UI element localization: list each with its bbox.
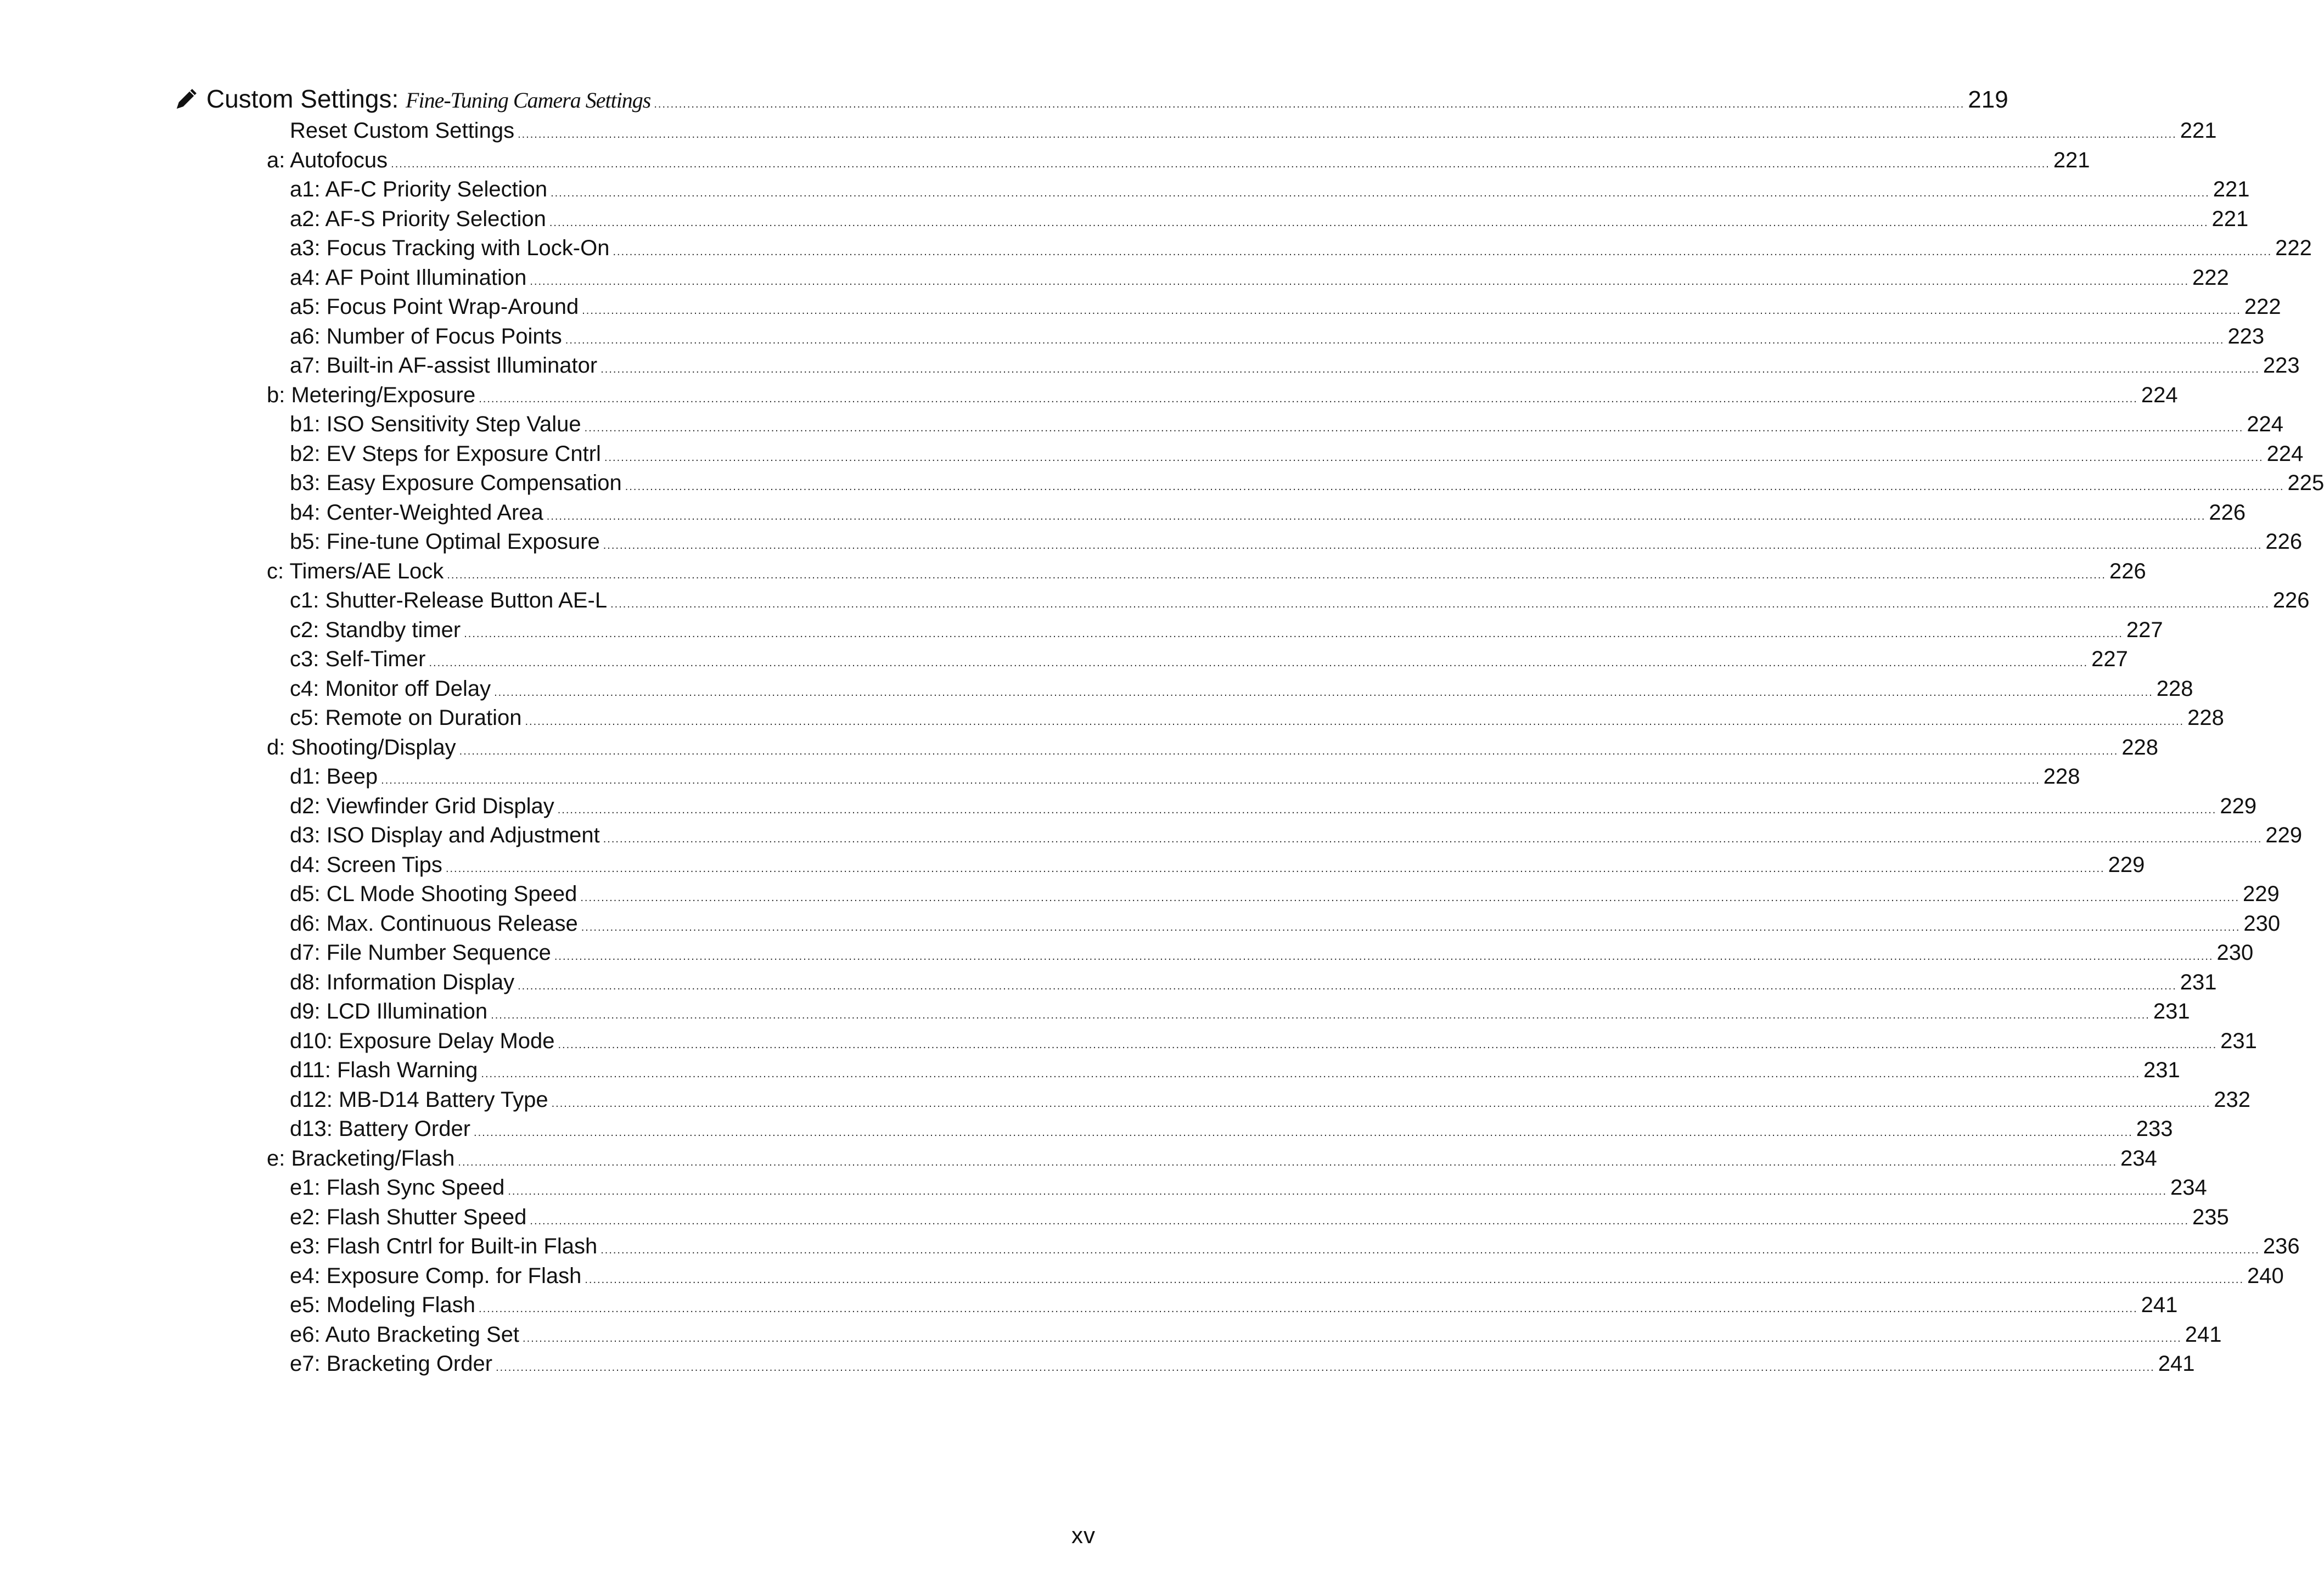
- dot-leader: ................................................................................................................................................................................................................................................................................................................................................................................................................: [474, 1127, 2133, 1139]
- toc-entry[interactable]: [290, 176, 2250, 202]
- toc-entry-page-number: 221: [2180, 119, 2217, 143]
- toc-entry-label: c4: Monitor off Delay: [290, 677, 491, 701]
- toc-entry-label: b2: EV Steps for Exposure Cntrl: [290, 442, 601, 466]
- toc-entry[interactable]: [290, 1263, 2284, 1289]
- toc-entry-label: a1: AF-C Priority Selection: [290, 177, 548, 201]
- toc-entry-label: a3: Focus Tracking with Lock-On: [290, 236, 610, 260]
- toc-entry-label: e3: Flash Cntrl for Built-in Flash: [290, 1234, 598, 1258]
- dot-leader: ................................................................................................................................................................................................................................................................................................................................................................................................................: [603, 833, 2263, 845]
- toc-entry[interactable]: [290, 1028, 2257, 1054]
- toc-entry-label: d11: Flash Warning: [290, 1058, 478, 1082]
- toc-entry[interactable]: [290, 206, 2249, 232]
- toc-entry-label: a5: Focus Point Wrap-Around: [290, 295, 579, 319]
- toc-entry-page-number: 223: [2227, 324, 2265, 348]
- dot-leader: ................................................................................................................................................................................................................................................................................................................................................................................................................: [551, 1098, 2211, 1110]
- dot-leader: ................................................................................................................................................................................................................................................................................................................................................................................................................: [530, 1215, 2190, 1227]
- toc-entry-page-number: 231: [2220, 1029, 2257, 1053]
- toc-entry[interactable]: [290, 852, 2145, 878]
- toc-entry-page-number: 231: [2153, 999, 2190, 1023]
- toc-entry[interactable]: [290, 1292, 2178, 1318]
- toc-entry-page-number: 226: [2209, 500, 2246, 525]
- toc-entry-page-number: 227: [2126, 618, 2163, 642]
- toc-entry-page-number: 241: [2185, 1323, 2222, 1347]
- toc-entry-page-number: 232: [2214, 1088, 2251, 1112]
- toc-entry-label: e1: Flash Sync Speed: [290, 1175, 505, 1200]
- dot-leader: ................................................................................................................................................................................................................................................................................................................................................................................................................: [600, 1244, 2260, 1256]
- toc-entry-page-number: 224: [2141, 383, 2178, 407]
- toc-entry-label: e2: Flash Shutter Speed: [290, 1205, 527, 1229]
- dot-leader: ................................................................................................................................................................................................................................................................................................................................................................................................................: [613, 246, 2272, 258]
- dot-leader: ................................................................................................................................................................................................................................................................................................................................................................................................................: [518, 128, 2177, 140]
- dot-leader: ................................................................................................................................................................................................................................................................................................................................................................................................................: [580, 892, 2239, 904]
- toc-entry-page-number: 229: [2108, 853, 2145, 877]
- dot-leader: ............................................................................................................................................................................................................................................................................................................................: [654, 98, 1965, 110]
- chapter-page-number: 219: [1968, 86, 2008, 113]
- toc-entry-label: d13: Battery Order: [290, 1117, 471, 1141]
- dot-leader: ................................................................................................................................................................................................................................................................................................................................................................................................................: [584, 422, 2244, 434]
- toc-entry-page-number: 228: [2043, 764, 2080, 789]
- dot-leader: ................................................................................................................................................................................................................................................................................................................................................................................................................: [491, 1009, 2150, 1021]
- toc-entry-page-number: 228: [2187, 706, 2224, 730]
- toc-entry[interactable]: [290, 998, 2190, 1025]
- dot-leader: ................................................................................................................................................................................................................................................................................................................................................................................................................: [464, 628, 2123, 640]
- toc-entry-page-number: 221: [2211, 207, 2249, 231]
- toc-entry-label: d2: Viewfinder Grid Display: [290, 794, 554, 818]
- toc-entry-page-number: 229: [2265, 823, 2303, 847]
- toc-entry[interactable]: [290, 1174, 2207, 1201]
- toc-entry[interactable]: [290, 411, 2284, 437]
- toc-entry[interactable]: [290, 235, 2312, 261]
- dot-leader: ................................................................................................................................................................................................................................................................................................................................................................................................................: [445, 863, 2105, 875]
- toc-entry-page-number: 241: [2141, 1293, 2178, 1317]
- toc-entry[interactable]: [290, 1087, 2251, 1113]
- toc-entry-label: a: Autofocus: [267, 148, 388, 172]
- toc-entry-page-number: 225: [2287, 471, 2324, 495]
- toc-entry-page-number: 230: [2243, 912, 2281, 936]
- toc-entry-page-number: 236: [2263, 1234, 2300, 1258]
- toc-entry-label: d4: Screen Tips: [290, 853, 442, 877]
- toc-section-entry[interactable]: [267, 147, 2090, 173]
- toc-entry[interactable]: [290, 676, 2193, 702]
- toc-entry-page-number: 231: [2180, 970, 2217, 994]
- toc-entry-label: c2: Standby timer: [290, 618, 461, 642]
- toc-entry-label: c5: Remote on Duration: [290, 706, 522, 730]
- toc-entry-page-number: 234: [2120, 1146, 2157, 1171]
- toc-entry-page-number: 241: [2158, 1352, 2195, 1376]
- toc-entry-page-number: 228: [2156, 677, 2193, 701]
- toc-entry[interactable]: [290, 117, 2217, 144]
- toc-entry-page-number: 222: [2275, 236, 2312, 260]
- toc-entry-page-number: 226: [2109, 559, 2146, 583]
- dot-leader: ................................................................................................................................................................................................................................................................................................................................................................................................................: [496, 1362, 2155, 1374]
- dot-leader: ................................................................................................................................................................................................................................................................................................................................................................................................................: [558, 1039, 2218, 1051]
- chapter-subtitle: Fine-Tuning Camera Settings: [406, 88, 651, 112]
- toc-entry[interactable]: [290, 763, 2080, 790]
- toc-section-entry[interactable]: [267, 382, 2178, 408]
- toc-entry[interactable]: [290, 1233, 2300, 1259]
- toc-entry[interactable]: [290, 1351, 2195, 1377]
- dot-leader: ................................................................................................................................................................................................................................................................................................................................................................................................................: [523, 1332, 2182, 1345]
- dot-leader: ................................................................................................................................................................................................................................................................................................................................................................................................................: [604, 452, 2264, 464]
- dot-leader: ................................................................................................................................................................................................................................................................................................................................................................................................................: [479, 393, 2138, 405]
- dot-leader: ................................................................................................................................................................................................................................................................................................................................................................................................................: [600, 363, 2260, 375]
- toc-entry-label: d: Shooting/Display: [267, 735, 456, 760]
- dot-leader: ................................................................................................................................................................................................................................................................................................................................................................................................................: [458, 1156, 2118, 1168]
- toc-entry-label: d7: File Number Sequence: [290, 941, 551, 965]
- toc-entry-label: c3: Self-Timer: [290, 647, 426, 671]
- toc-entry[interactable]: [290, 352, 2300, 379]
- toc-entry-page-number: 230: [2216, 941, 2254, 965]
- toc-entry-label: b4: Center-Weighted Area: [290, 500, 543, 525]
- dot-leader: ................................................................................................................................................................................................................................................................................................................................................................................................................: [494, 687, 2153, 699]
- toc-entry-label: e5: Modeling Flash: [290, 1293, 475, 1317]
- toc-entry-page-number: 233: [2136, 1117, 2173, 1141]
- dot-leader: ................................................................................................................................................................................................................................................................................................................................................................................................................: [546, 510, 2206, 522]
- dot-leader: ................................................................................................................................................................................................................................................................................................................................................................................................................: [481, 1068, 2141, 1080]
- dot-leader: ................................................................................................................................................................................................................................................................................................................................................................................................................: [603, 539, 2263, 552]
- toc-entry[interactable]: [290, 617, 2163, 643]
- toc-entry-label: d5: CL Mode Shooting Speed: [290, 882, 577, 906]
- toc-entry-page-number: 229: [2243, 882, 2280, 906]
- toc-entry-label: d8: Information Display: [290, 970, 515, 994]
- toc-entry[interactable]: [290, 441, 2304, 467]
- dot-leader: ................................................................................................................................................................................................................................................................................................................................................................................................................: [565, 334, 2225, 346]
- toc-entry-page-number: 224: [2247, 412, 2284, 436]
- toc-entry[interactable]: [290, 1057, 2180, 1083]
- toc-entry[interactable]: [290, 646, 2128, 672]
- toc-entry-label: e7: Bracketing Order: [290, 1352, 493, 1376]
- toc-entry-label: a6: Number of Focus Points: [290, 324, 562, 348]
- dot-leader: ................................................................................................................................................................................................................................................................................................................................................................................................................: [585, 1274, 2244, 1286]
- toc-entry-label: a4: AF Point Illumination: [290, 266, 527, 290]
- toc-entry[interactable]: [290, 470, 2324, 496]
- toc-entry[interactable]: [290, 323, 2265, 350]
- toc-entry-page-number: 240: [2247, 1264, 2284, 1288]
- toc-section-entry[interactable]: [267, 734, 2159, 761]
- toc-entry-label: b1: ISO Sensitivity Step Value: [290, 412, 581, 436]
- toc-entry[interactable]: [290, 705, 2224, 731]
- toc-entry-page-number: 222: [2192, 266, 2229, 290]
- toc-entry-label: d9: LCD Illumination: [290, 999, 488, 1023]
- toc-entry-page-number: 227: [2091, 647, 2128, 671]
- dot-leader: ................................................................................................................................................................................................................................................................................................................................................................................................................: [557, 804, 2217, 816]
- dot-leader: ................................................................................................................................................................................................................................................................................................................................................................................................................: [554, 950, 2214, 963]
- chapter-title: [206, 83, 650, 116]
- toc-entry-label: a2: AF-S Priority Selection: [290, 207, 546, 231]
- dot-leader: ................................................................................................................................................................................................................................................................................................................................................................................................................: [508, 1185, 2168, 1197]
- toc-entry-label: a7: Built-in AF-assist Illuminator: [290, 353, 598, 378]
- toc-section-entry[interactable]: [267, 558, 2146, 584]
- toc-entry-page-number: 228: [2121, 735, 2159, 760]
- dot-leader: ................................................................................................................................................................................................................................................................................................................................................................................................................: [549, 217, 2209, 229]
- toc-entry[interactable]: [290, 587, 2310, 614]
- toc-entry[interactable]: [290, 1321, 2222, 1348]
- toc-entry-label: b5: Fine-tune Optimal Exposure: [290, 530, 600, 554]
- toc-entry-page-number: 231: [2143, 1058, 2180, 1082]
- pencil-icon: [173, 86, 200, 112]
- dot-leader: ................................................................................................................................................................................................................................................................................................................................................................................................................: [429, 657, 2089, 669]
- toc-entry[interactable]: [290, 940, 2254, 966]
- toc-section-entry[interactable]: [267, 1145, 2157, 1172]
- dot-leader: ................................................................................................................................................................................................................................................................................................................................................................................................................: [525, 716, 2185, 728]
- toc-entry[interactable]: [290, 265, 2229, 291]
- toc-entry-label: e6: Auto Bracketing Set: [290, 1323, 520, 1347]
- toc-entry-page-number: 224: [2266, 442, 2304, 466]
- toc-entry-page-number: 226: [2272, 588, 2310, 612]
- toc-entry[interactable]: [290, 499, 2246, 526]
- toc-entry-label: d10: Exposure Delay Mode: [290, 1029, 555, 1053]
- toc-entry-page-number: 229: [2220, 794, 2257, 818]
- toc-entry[interactable]: [290, 793, 2257, 819]
- toc-entry-label: Reset Custom Settings: [290, 119, 515, 143]
- toc-entry[interactable]: [290, 528, 2303, 555]
- dot-leader: ................................................................................................................................................................................................................................................................................................................................................................................................................: [478, 1303, 2138, 1315]
- toc-entry-label: d12: MB-D14 Battery Type: [290, 1088, 548, 1112]
- toc-entry-label: d3: ISO Display and Adjustment: [290, 823, 600, 847]
- toc-entry[interactable]: [290, 910, 2281, 937]
- toc-entry[interactable]: [290, 1116, 2173, 1142]
- dot-leader: ................................................................................................................................................................................................................................................................................................................................................................................................................: [582, 305, 2241, 317]
- chapter-heading[interactable]: [206, 83, 2008, 114]
- toc-entry-label: b3: Easy Exposure Compensation: [290, 471, 622, 495]
- toc-entry-label: d1: Beep: [290, 764, 378, 789]
- dot-leader: ................................................................................................................................................................................................................................................................................................................................................................................................................: [625, 481, 2284, 493]
- dot-leader: ................................................................................................................................................................................................................................................................................................................................................................................................................: [391, 158, 2050, 170]
- toc-entry-label: e4: Exposure Comp. for Flash: [290, 1264, 582, 1288]
- toc-entry-label: c1: Shutter-Release Button AE-L: [290, 588, 608, 612]
- dot-leader: ................................................................................................................................................................................................................................................................................................................................................................................................................: [610, 598, 2270, 610]
- dot-leader: ................................................................................................................................................................................................................................................................................................................................................................................................................: [381, 774, 2040, 786]
- toc-entry-page-number: 221: [2053, 148, 2090, 172]
- toc-entry-page-number: 222: [2244, 295, 2281, 319]
- toc-entry-page-number: 226: [2265, 530, 2303, 554]
- toc-entry-label: b: Metering/Exposure: [267, 383, 476, 407]
- toc-entry[interactable]: [290, 881, 2280, 907]
- dot-leader: ................................................................................................................................................................................................................................................................................................................................................................................................................: [581, 921, 2241, 933]
- dot-leader: ................................................................................................................................................................................................................................................................................................................................................................................................................: [530, 275, 2190, 288]
- toc-entry-label: d6: Max. Continuous Release: [290, 912, 578, 936]
- toc-entry[interactable]: [290, 969, 2217, 995]
- toc-entry-page-number: 223: [2263, 353, 2300, 378]
- dot-leader: ................................................................................................................................................................................................................................................................................................................................................................................................................: [518, 980, 2177, 992]
- toc-entry-page-number: 221: [2213, 177, 2250, 201]
- toc-entry[interactable]: [290, 294, 2281, 320]
- toc-entry-page-number: 235: [2192, 1205, 2229, 1229]
- toc-entry[interactable]: [290, 822, 2303, 848]
- dot-leader: ................................................................................................................................................................................................................................................................................................................................................................................................................: [551, 187, 2210, 199]
- toc-entry-label: e: Bracketing/Flash: [267, 1146, 455, 1171]
- toc-entry[interactable]: [290, 1204, 2229, 1230]
- chapter-title-main: Custom Settings:: [206, 85, 406, 113]
- toc-entry-label: c: Timers/AE Lock: [267, 559, 444, 583]
- dot-leader: ................................................................................................................................................................................................................................................................................................................................................................................................................: [459, 745, 2119, 757]
- dot-leader: ................................................................................................................................................................................................................................................................................................................................................................................................................: [447, 569, 2106, 581]
- page-folio: xv: [1071, 1522, 1096, 1548]
- toc-entry-page-number: 234: [2170, 1175, 2207, 1200]
